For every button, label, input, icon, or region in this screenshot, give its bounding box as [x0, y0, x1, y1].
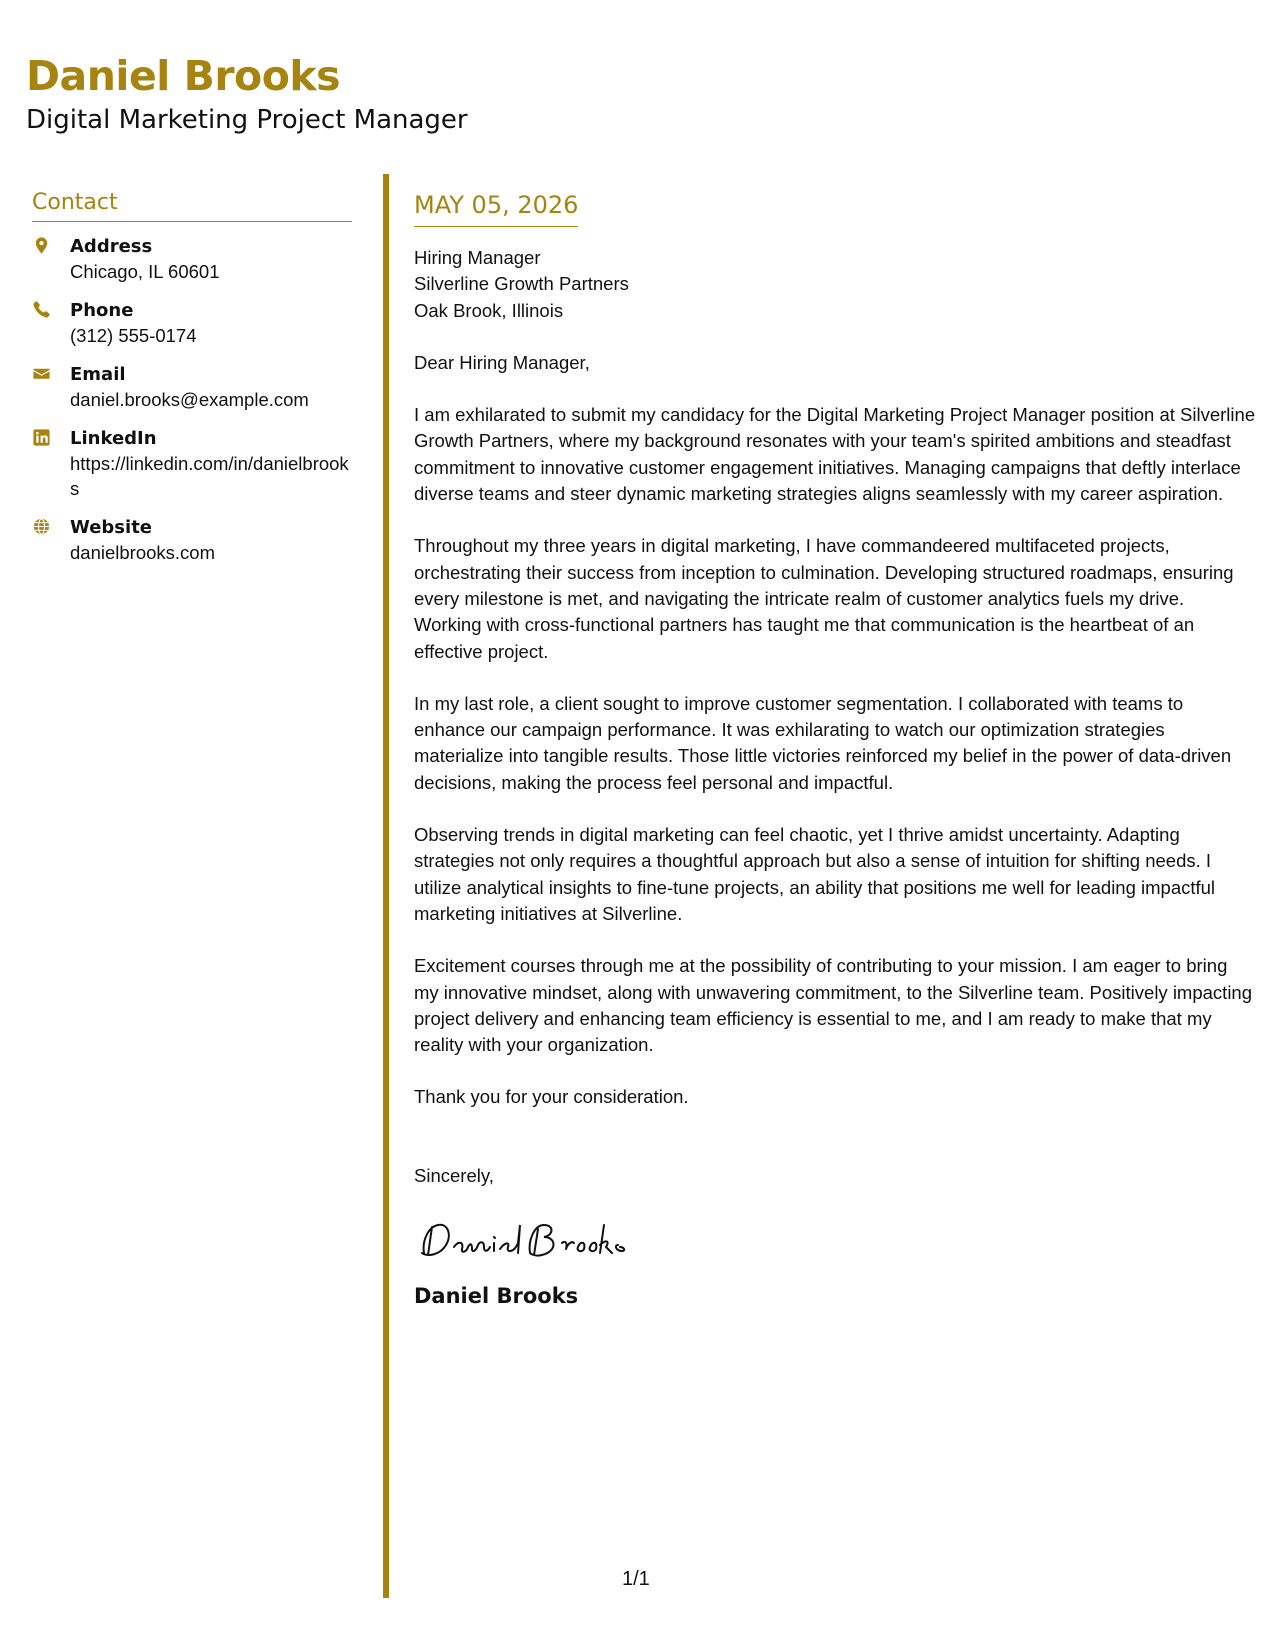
- contact-item-address: [32, 234, 352, 284]
- applicant-name: Daniel Brooks: [26, 52, 341, 100]
- contact-item-email: [32, 362, 352, 412]
- email-value[interactable]: daniel.brooks@example.com: [70, 389, 309, 410]
- recipient-line: Silverline Growth Partners: [414, 273, 629, 295]
- contact-sidebar: [32, 190, 352, 579]
- recipient-block: [414, 245, 1256, 324]
- contact-list: [32, 234, 352, 565]
- signer-name: Daniel Brooks: [414, 1284, 579, 1309]
- recipient-line: Hiring Manager: [414, 247, 541, 268]
- contact-label: Phone: [70, 300, 134, 321]
- contact-label: Address: [70, 236, 153, 257]
- contact-item-website: [32, 515, 352, 565]
- paragraph: I am exhilarated to submit my candidacy for the Digital Marketing Project Manager position at Silverline Growth Partners, where my background resonates with your team's spirited ambitions and steadfast commitment to innovative customer engagement initiatives. Managing campaigns that deftly interlace diverse teams and steer dynamic marketing strategies aligns seamlessly with my career aspiration.: [414, 404, 1256, 505]
- page-number: 1/1: [622, 1568, 650, 1590]
- contact-item-linkedin: [32, 426, 352, 501]
- website-value[interactable]: danielbrooks.com: [70, 542, 215, 563]
- phone-icon: [32, 298, 70, 348]
- address-value: Chicago, IL 60601: [70, 261, 220, 282]
- vertical-divider: [383, 174, 389, 1598]
- header: [26, 50, 468, 136]
- paragraph: Throughout my three years in digital marketing, I have commandeered multifaceted projects, orchestrating their success from inception to culmination. Developing structured roadmaps, ensuring every milestone is met, and navigating the intricate realm of customer analytics fuels my drive. Working with cross-functional partners has taught me that communication is the heartbeat of an effective project.: [414, 535, 1234, 662]
- map-pin-icon: [32, 234, 70, 284]
- globe-icon: [32, 515, 70, 565]
- contact-label: LinkedIn: [70, 428, 157, 449]
- paragraph: In my last role, a client sought to improve customer segmentation. I collaborated with teams to enhance our campaign performance. It was exhilarating to watch our optimization strategies materialize into tangible results. Those little victories reinforced my belief in the power of data-driven decisions, making the process feel personal and impactful.: [414, 692, 1232, 793]
- contact-item-phone: [32, 298, 352, 348]
- letter-body: [414, 190, 1256, 1309]
- contact-label: Email: [70, 364, 126, 385]
- paragraph: Observing trends in digital marketing can feel chaotic, yet I thrive amidst uncertainty. Adapting strategies not only requires a thoughtful approach but also a sense of intuition for shifting needs. I utilize analytical insights to fine-tune projects, an ability that positions me well for leading impactful marketing initiatives at Silverline.: [414, 824, 1216, 924]
- phone-value: (312) 555-0174: [70, 325, 197, 346]
- contact-label: Website: [70, 517, 153, 538]
- closing: Sincerely,: [414, 1164, 494, 1186]
- handwritten-signature: [414, 1213, 1256, 1267]
- linkedin-value[interactable]: https://linkedin.com/in/danielbrooks: [70, 453, 349, 499]
- salutation: Dear Hiring Manager,: [414, 351, 590, 373]
- paragraph: Thank you for your consideration.: [414, 1086, 689, 1108]
- envelope-icon: [32, 362, 70, 412]
- signature-icon: [414, 1213, 634, 1267]
- applicant-title: Digital Marketing Project Manager: [26, 105, 468, 135]
- letter-date: MAY 05, 2026: [414, 190, 578, 227]
- linkedin-icon: [32, 426, 70, 501]
- contact-heading: Contact: [32, 190, 352, 222]
- paragraph: Excitement courses through me at the possibility of contributing to your mission. I am eager to bring my innovative mindset, along with unwavering commitment, to the Silverline team. Positively impacting project delivery and enhancing team efficiency is essential to me, and I am ready to make that my reality with your organization.: [414, 955, 1253, 1056]
- recipient-line: Oak Brook, Illinois: [414, 299, 564, 321]
